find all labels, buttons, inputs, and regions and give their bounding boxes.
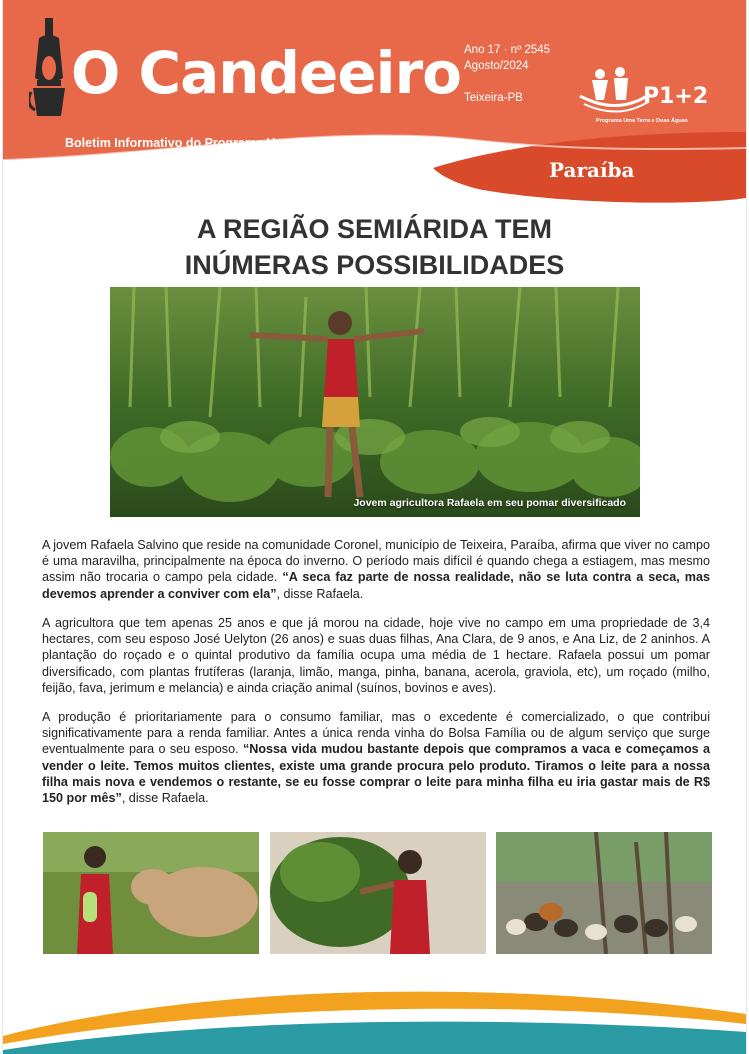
footer-wave-decoration — [3, 974, 746, 1054]
headline-line-2: INÚMERAS POSSIBILIDADES — [184, 250, 565, 280]
paragraph-3-end: , disse Rafaela. — [121, 791, 209, 806]
main-photo-caption: Jovem agricultora Rafaela em seu pomar diversificado — [353, 497, 626, 509]
cornfield-scene — [110, 287, 640, 517]
newsletter-subtitle: Boletim Informativo do Programa Uma Terra e Duas Águas — [65, 136, 414, 150]
paragraph-1-end: , disse Rafaela. — [276, 586, 364, 601]
photo-woman-with-cow — [43, 832, 259, 954]
newsletter-page — [3, 0, 746, 1054]
logo-caption: Programa Uma Terra e Duas Águas — [596, 118, 688, 124]
paragraph-1-quote: “A seca faz parte de nossa realidade, não se luta contra a seca, mas devemos aprender a conviver com ela” — [42, 570, 710, 601]
paragraph-2-text: A agricultora que tem apenas 25 anos e que já morou na cidade, hoje vive no campo em uma propriedade de 3,4 hectares, com seu esposo José Uelyton (26 anos) e suas duas filhas, Ana Clara, de 9 anos, e Ana Liz, de 2 aninhos. A plantação do roçado e o quintal produtivo da família ocupa uma média de 1 hectare. Rafaela possui um pomar diversificado, com plantas frutíferas (laranja, limão, manga, pinha, banana, acerola, graviola, etc), um roçado (milho, feijão, fava, jerimum e melancia) e ainda criação animal (suínos, bovinos e aves). — [42, 616, 710, 695]
main-photo — [110, 287, 640, 517]
paragraph-3-text: A produção é prioritariamente para o consumo familiar, mas o excedente é comercializado, o que contribui significativamente para a renda familiar. Antes a única renda vinha do Bolsa Família ou de algum serviço que surge eventualmente para o seu esposo. — [42, 710, 710, 757]
photo-woman-with-fruit-tree — [270, 832, 486, 954]
issue-date: Agosto/2024 — [464, 60, 529, 72]
article-paragraph-1 — [42, 537, 710, 602]
article-paragraph-3 — [42, 709, 710, 806]
issue-number: Ano 17 · nº 2545 — [464, 44, 551, 56]
paragraph-3-quote: “Nossa vida mudou bastante depois que compramos a vaca e começamos a vender o leite. Temos muitos clientes, existe uma grande procura pelo produto. Tiramos o leite para a nossa filha mais nova e vendemos o restante, se eu fosse comprar o leite para minha filha eu iria gastar mais de R$ 150 por mês” — [42, 742, 710, 806]
oil-lamp-icon — [29, 18, 69, 123]
region-label: Paraíba — [549, 158, 635, 182]
issue-place: Teixeira-PB — [464, 92, 523, 104]
masthead-title: O Candeeiro — [71, 39, 462, 107]
article-headline — [3, 211, 746, 283]
paragraph-1-text: A jovem Rafaela Salvino que reside na comunidade Coronel, município de Teixeira, Paraíba, afirma que viver no campo é uma maravilha, principalmente na época do inverno. O período mais difícil é quando chega a estiagem, mas mesmo assim não trocaria o campo pela cidade. — [42, 538, 710, 585]
article-paragraph-2 — [42, 615, 710, 696]
headline-line-1: A REGIÃO SEMIÁRIDA TEM — [196, 214, 552, 244]
photo-chickens — [496, 832, 712, 954]
logo-text: P1+2 — [643, 84, 709, 109]
